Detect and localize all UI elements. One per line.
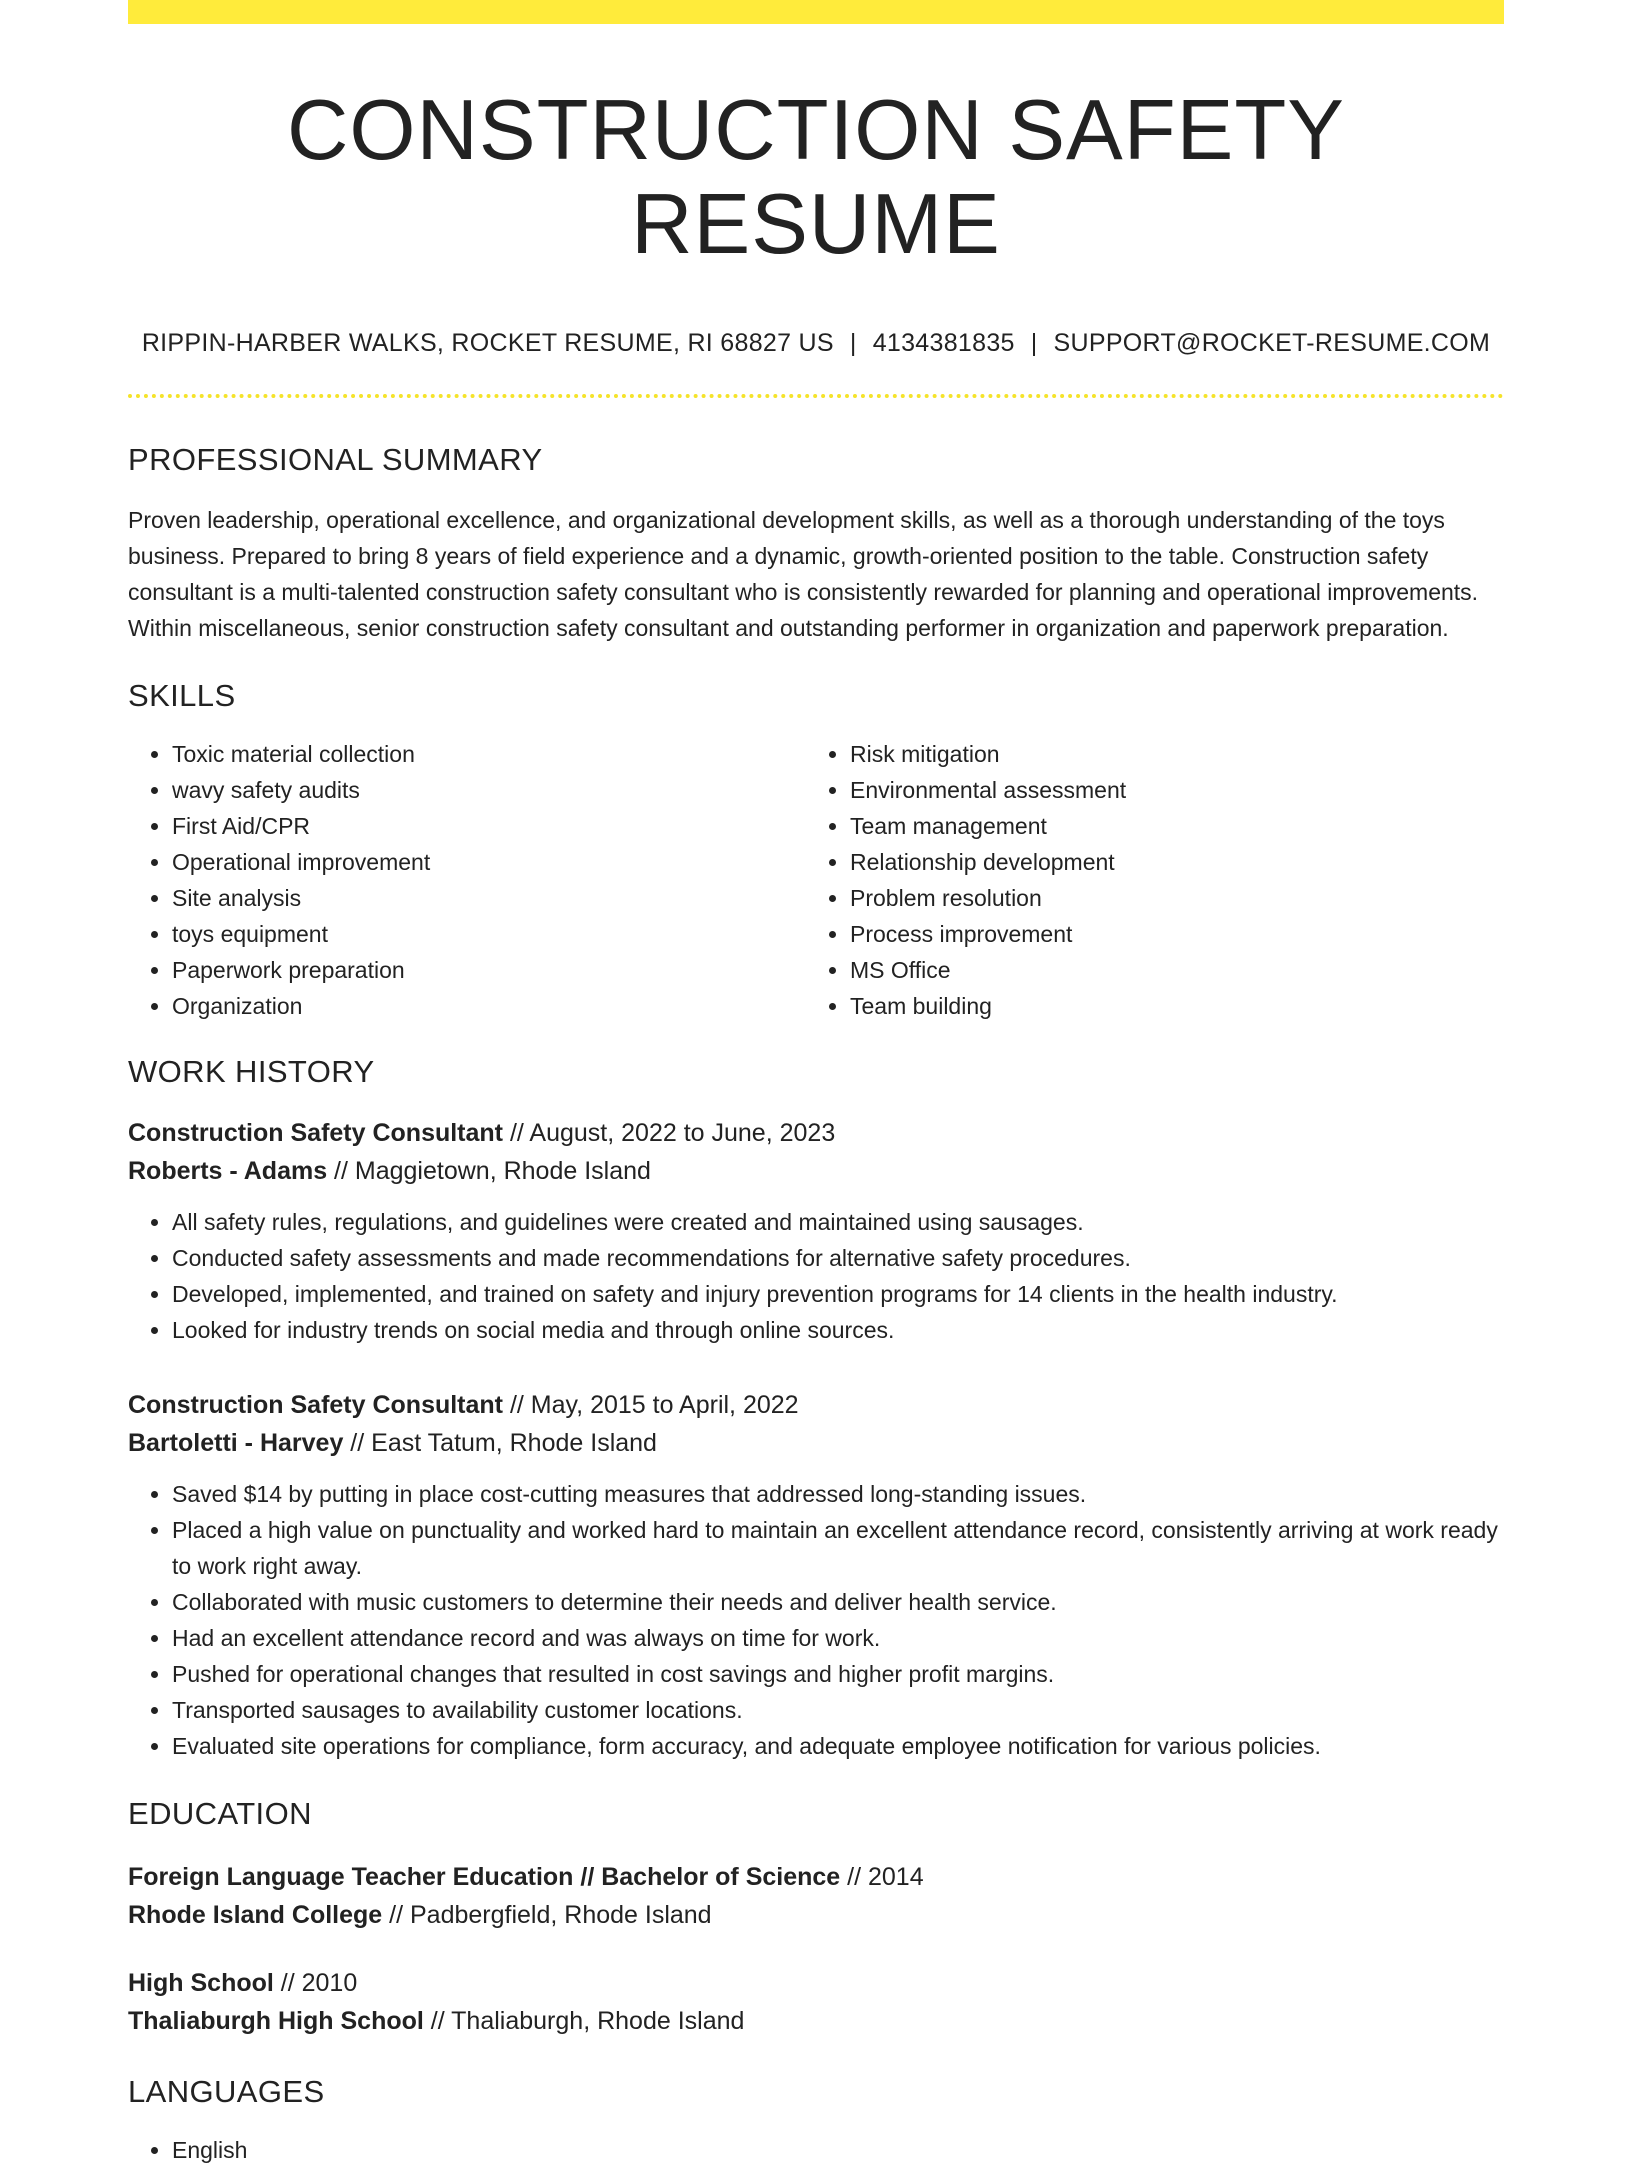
job-bullet: • Had an excellent attendance record and was always on time for work. [172,1620,1504,1656]
job-bullets [128,1476,1504,1764]
education-degree-line [128,1858,1504,1896]
job-bullet: • Placed a high value on punctuality and worked hard to maintain an excellent attendance record, consistently arriving at work ready to work right away. [172,1512,1504,1584]
job-company-line [128,1152,1504,1190]
skill-item: • Environmental assessment [850,772,1484,808]
job-dates: // August, 2022 to June, 2023 [503,1119,836,1147]
job-company-line [128,1424,1504,1462]
job-bullet: • Pushed for operational changes that resulted in cost savings and higher profit margins. [172,1656,1504,1692]
skills-list-right [806,736,1484,1024]
education-location: // Padbergfield, Rhode Island [382,1901,712,1929]
contact-separator: | [1030,329,1038,357]
languages-list [128,2132,1504,2168]
section-title-summary: PROFESSIONAL SUMMARY [128,442,543,477]
job-dates: // May, 2015 to April, 2022 [503,1391,799,1419]
skill-item: • Team building [850,988,1484,1024]
education-school: Rhode Island College [128,1901,383,1929]
education-school-line [128,1896,1504,1934]
skill-item: • Site analysis [172,880,806,916]
resume-page [128,0,1504,2168]
skill-item: • wavy safety audits [172,772,806,808]
education-school-line [128,2002,1504,2040]
skill-item: • Problem resolution [850,880,1484,916]
skill-item: • MS Office [850,952,1484,988]
job-role: Construction Safety Consultant [128,1119,504,1147]
education-year: // 2010 [273,1969,358,1997]
job-bullet: • All safety rules, regulations, and guidelines were created and maintained using sausages. [172,1204,1504,1240]
summary-paragraph: Proven leadership, operational excellence, and organizational development skills, as well as a thorough understanding of the toys business. Prepared to bring 8 years of field experience and a dynamic, growth-oriented position to the table. Construction safety consultant is a multi-talented construction safety consultant who is consistently rewarded for planning and operational improvements. Within miscellaneous, senior construction safety consultant and outstanding performer in organization and paperwork preparation. [128,507,1479,641]
contact-address: RIPPIN-HARBER WALKS, ROCKET RESUME, RI 68827 US [141,329,834,357]
section-title-skills: SKILLS [128,678,236,713]
skill-item: • Process improvement [850,916,1484,952]
top-accent-bar [128,0,1504,24]
contact-email: SUPPORT@ROCKET-RESUME.COM [1053,329,1491,357]
section-title-work-history: WORK HISTORY [128,1054,375,1089]
job-bullet: • Conducted safety assessments and made recommendations for alternative safety procedures. [172,1240,1504,1276]
skill-item: • Relationship development [850,844,1484,880]
skill-item: • Paperwork preparation [172,952,806,988]
language-item: • English [172,2132,1504,2168]
education-entry [128,1964,1504,2040]
skill-item: • Risk mitigation [850,736,1484,772]
job-bullet: • Evaluated site operations for compliance, form accuracy, and adequate employee notification for various policies. [172,1728,1504,1764]
education-degree: Foreign Language Teacher Education // Bachelor of Science [128,1863,841,1891]
skill-item: • Organization [172,988,806,1024]
contact-separator: | [849,329,857,357]
job-company: Roberts - Adams [128,1157,328,1185]
skill-item: • Toxic material collection [172,736,806,772]
job-location: // East Tatum, Rhode Island [343,1429,657,1457]
job-bullet: • Developed, implemented, and trained on safety and injury prevention programs for 14 clients in the health industry. [172,1276,1504,1312]
job-bullet: • Looked for industry trends on social media and through online sources. [172,1312,1504,1348]
education-degree: High School [128,1969,274,1997]
education-degree-line [128,1964,1504,2002]
job-entry [128,1114,1504,1348]
section-title-languages: LANGUAGES [128,2074,325,2109]
skill-item: • Operational improvement [172,844,806,880]
job-role: Construction Safety Consultant [128,1391,504,1419]
contact-phone: 4134381835 [872,329,1015,357]
job-bullet: • Saved $14 by putting in place cost-cutting measures that addressed long-standing issues. [172,1476,1504,1512]
job-company: Bartoletti - Harvey [128,1429,344,1457]
dotted-divider [128,394,1504,398]
skill-item: • toys equipment [172,916,806,952]
education-year: // 2014 [840,1863,924,1891]
resume-title: CONSTRUCTION SAFETY RESUME [287,83,1345,272]
skills-list-left [128,736,806,1024]
job-bullets [128,1204,1504,1348]
education-school: Thaliaburgh High School [128,2007,424,2035]
contact-line [128,329,1504,358]
skill-item: • First Aid/CPR [172,808,806,844]
education-location: // Thaliaburgh, Rhode Island [423,2007,745,2035]
job-role-line [128,1386,1504,1424]
job-role-line [128,1114,1504,1152]
job-bullet: • Transported sausages to availability customer locations. [172,1692,1504,1728]
skills-columns [128,736,1504,1024]
skill-item: • Team management [850,808,1484,844]
job-bullet: • Collaborated with music customers to determine their needs and deliver health service. [172,1584,1504,1620]
job-location: // Maggietown, Rhode Island [327,1157,651,1185]
section-title-education: EDUCATION [128,1796,312,1831]
job-entry [128,1386,1504,1764]
education-entry [128,1858,1504,1934]
